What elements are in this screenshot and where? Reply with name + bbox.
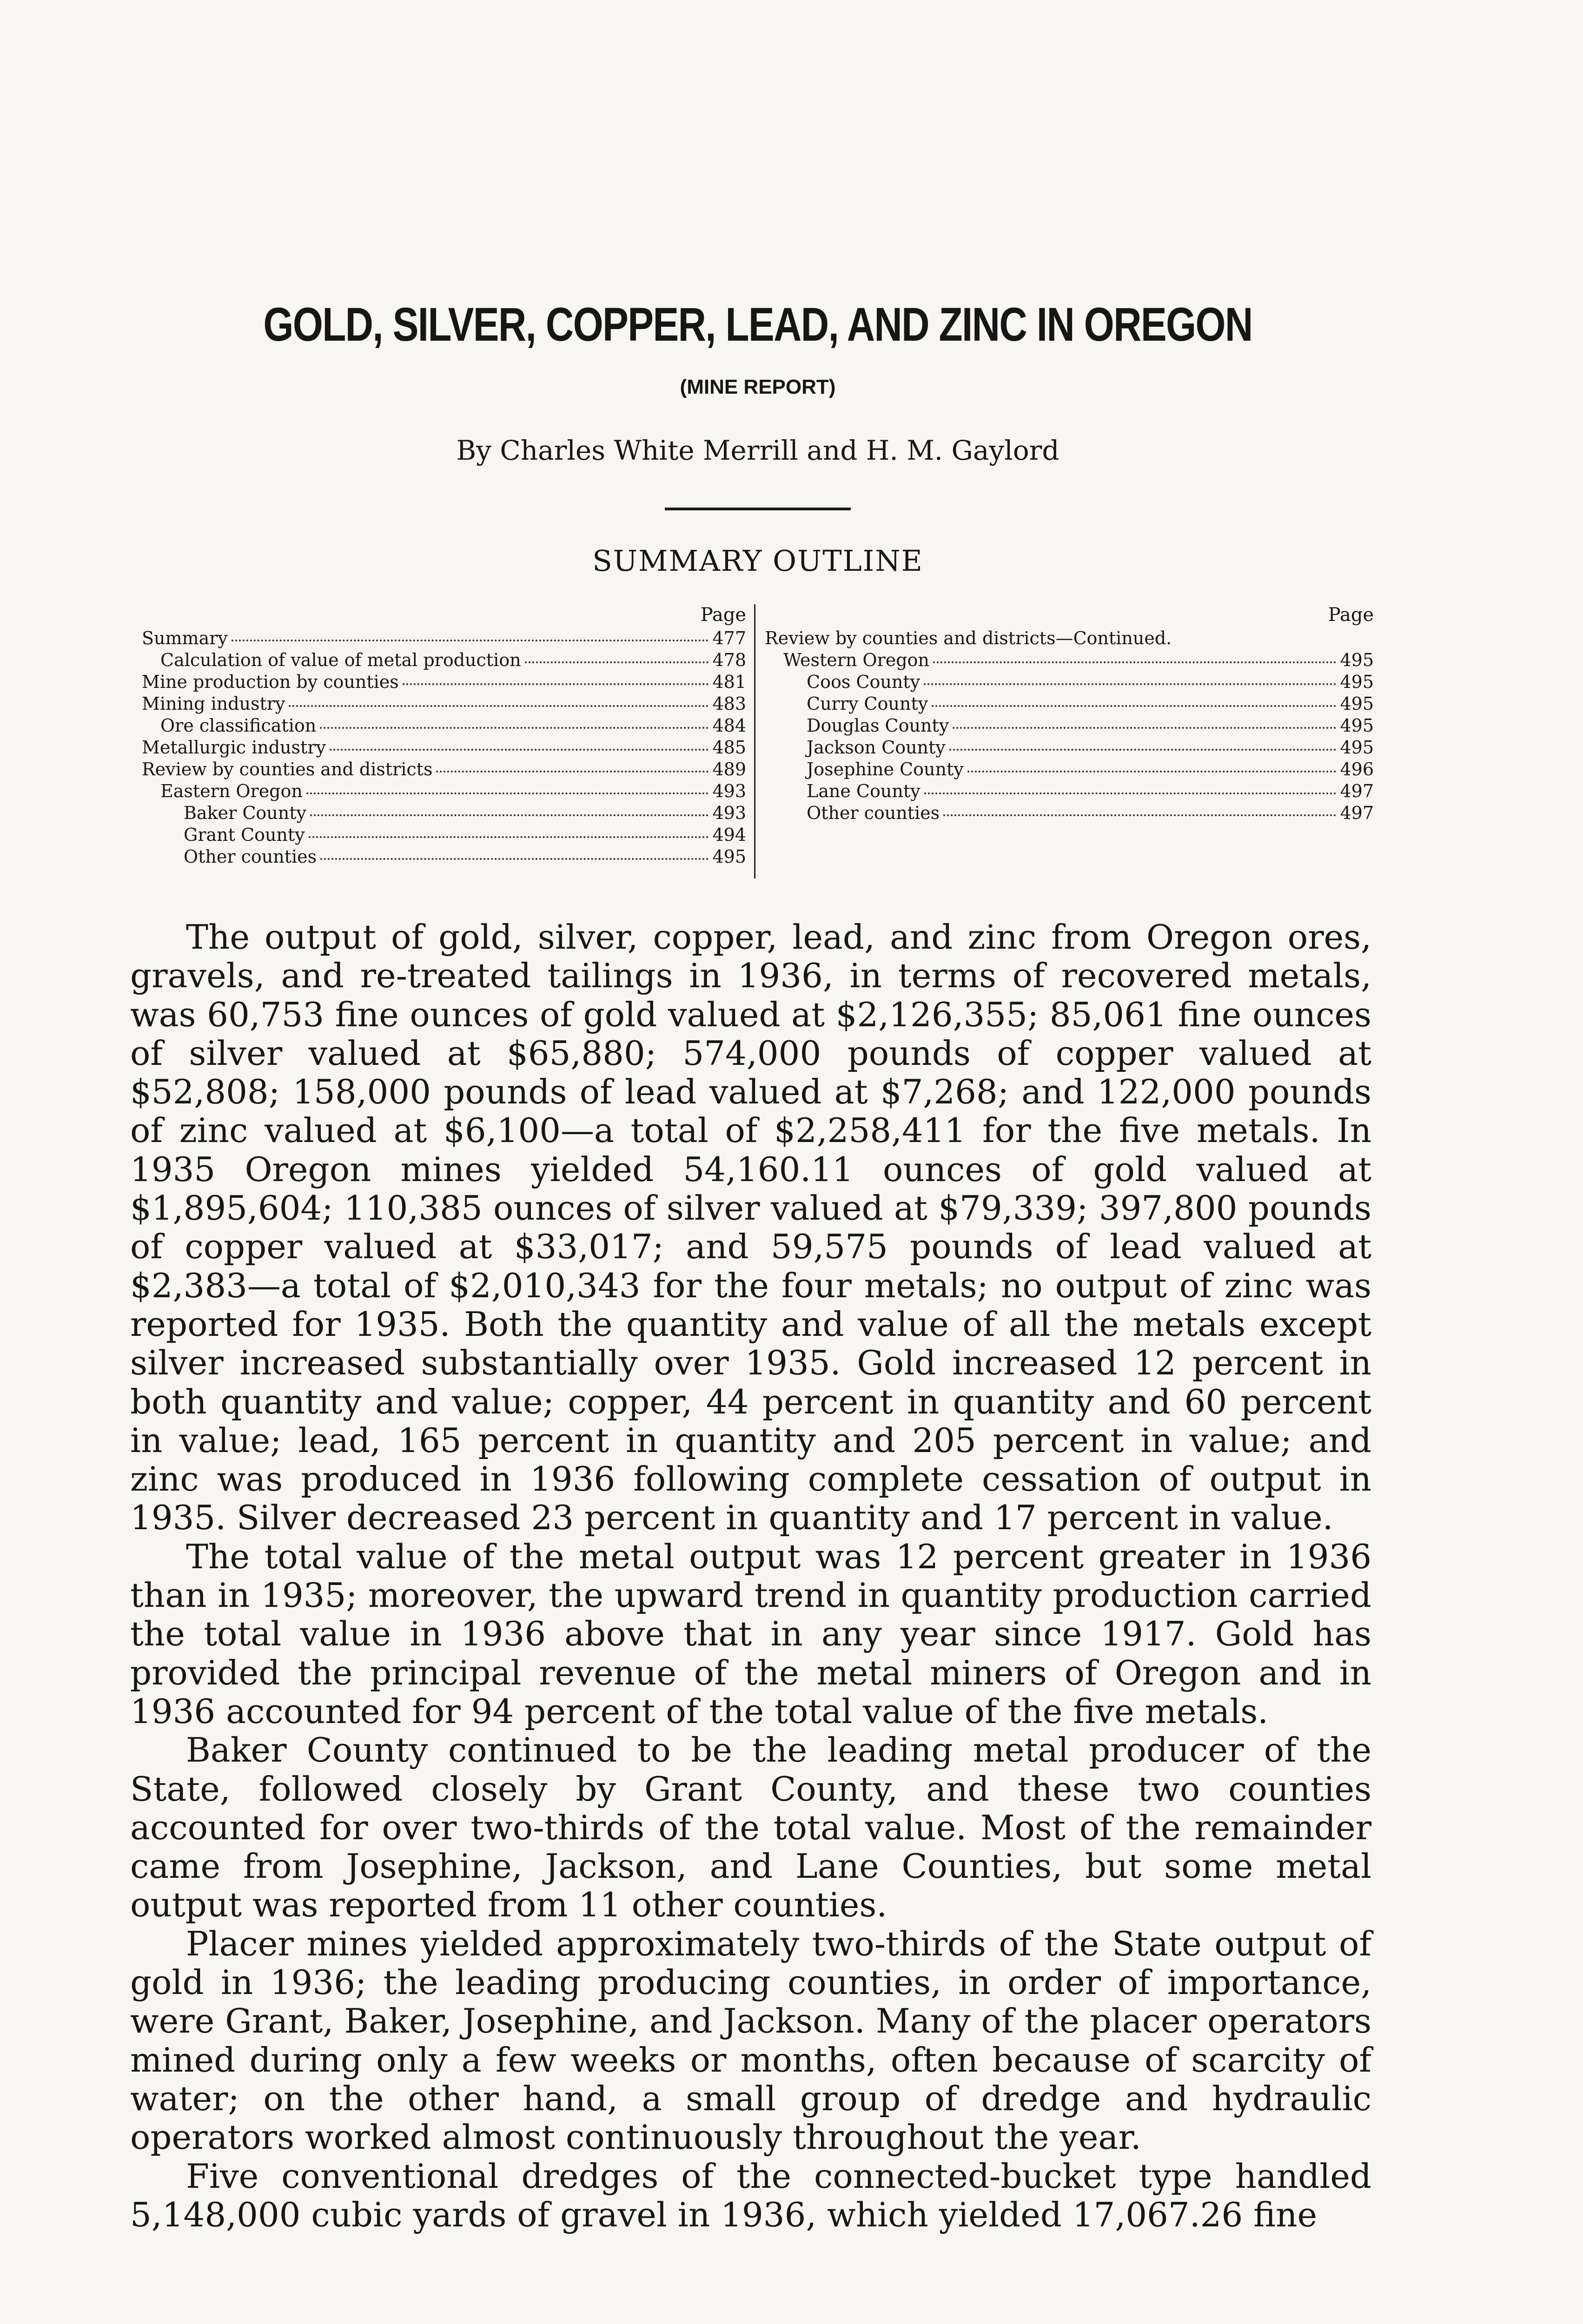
toc-entry-page: 477: [712, 628, 746, 648]
toc-leader-dots: [436, 771, 709, 772]
toc-entry-label: Other counties: [807, 803, 940, 823]
toc-entry: [765, 693, 1374, 715]
toc-entry-page: 496: [1340, 759, 1374, 779]
toc-entry: [142, 693, 746, 715]
body-text: [130, 918, 1371, 2234]
toc-entry: [765, 671, 1374, 693]
toc-entry: [765, 802, 1374, 824]
toc-entry-page: 493: [712, 781, 746, 801]
toc-entry-label: Douglas County: [807, 715, 949, 736]
toc-leader-dots: [924, 683, 1336, 685]
toc-entry: [142, 802, 746, 824]
toc-entry-page: 497: [1340, 781, 1374, 801]
toc-entry: [765, 780, 1374, 802]
toc-leader-dots: [306, 792, 709, 794]
toc-entry: [142, 671, 746, 693]
toc-leader-dots: [949, 749, 1337, 751]
paragraph: The total value of the metal output was 12 percent greater in 1936 than in 1935; moreover, the upward trend in quantity production carried the total value in 1936 above that in any year since 1917. Gold has provided the principal revenue of the metal miners of Oregon and in 1936 accounted for 94 percent of the total value of the five metals.: [130, 1537, 1371, 1731]
toc-entry-label: Review by counties and districts—Continued.: [765, 628, 1172, 648]
toc-entry-page: 484: [712, 715, 746, 736]
toc-entry-label: Review by counties and districts: [142, 759, 433, 779]
toc-page-label: Page: [700, 604, 746, 626]
toc-column-divider: [754, 604, 755, 878]
toc-entry-page: 481: [712, 672, 746, 692]
toc-entry-page: 495: [1340, 737, 1374, 758]
toc-leader-dots: [932, 705, 1336, 707]
paragraph: Baker County continued to be the leading metal producer of the State, followed closely by Grant County, and these two counties accounted for over two-thirds of the total value. Most of the remainder came from Josephine, Jackson, and Lane Counties, but some metal output was reported from 11 other counties.: [130, 1730, 1371, 1925]
toc-entry-label: Other counties: [184, 846, 317, 867]
toc-entry: [142, 780, 746, 802]
toc-right-column: [765, 604, 1374, 824]
toc-entry-label: Lane County: [807, 781, 921, 801]
title-rule-divider: [665, 508, 851, 510]
toc-entry: [142, 846, 746, 868]
toc-entry-label: Mine production by counties: [142, 672, 399, 692]
toc-leader-dots: [309, 836, 709, 838]
toc-entry-label: Jackson County: [807, 737, 946, 758]
toc-entry-label: Curry County: [807, 693, 928, 714]
toc-entry-label: Calculation of value of metal production: [160, 650, 521, 670]
toc-entry-label: Ore classification: [160, 715, 317, 736]
toc-leader-dots: [320, 727, 709, 729]
toc-leader-dots: [525, 661, 709, 663]
toc-entry-label: Western Oregon: [783, 650, 929, 670]
toc-leader-dots: [330, 749, 709, 751]
toc-entry-page: 485: [712, 737, 746, 758]
toc-entry-label: Coos County: [807, 672, 921, 692]
toc-leader-dots: [943, 814, 1336, 816]
toc-entry: [765, 715, 1374, 737]
toc-leader-dots: [933, 661, 1337, 663]
paragraph: The output of gold, silver, copper, lead, and zinc from Oregon ores, gravels, and re-treated tailings in 1936, in terms of recovered metals, was 60,753 fine ounces of gold valued at $2,126,355; 85,061 fine ounces of silver valued at $65,880; 574,000 pounds of copper valued at $52,808; 158,000 pounds of lead valued at $7,268; and 122,000 pounds of zinc valued at $6,100—a total of $2,258,411 for the five metals. In 1935 Oregon mines yielded 54,160.11 ounces of gold valued at $1,895,604; 110,385 ounces of silver valued at $79,339; 397,800 pounds of copper valued at $33,017; and 59,575 pounds of lead valued at $2,383—a total of $2,010,343 for the four metals; no output of zinc was reported for 1935. Both the quantity and value of all the metals except silver increased substantially over 1935. Gold increased 12 percent in both quantity and value; copper, 44 percent in quantity and 60 percent in value; lead, 165 percent in quantity and 205 percent in value; and zinc was produced in 1936 following complete cessation of output in 1935. Silver decreased 23 percent in quantity and 17 percent in value.: [130, 918, 1371, 1538]
toc-leader-dots: [289, 705, 709, 707]
toc-leader-dots: [310, 814, 709, 816]
toc-entry: [142, 759, 746, 780]
toc-entry-page: 495: [1340, 672, 1374, 692]
toc-left-column: [142, 604, 746, 868]
toc-entry: [142, 737, 746, 759]
toc-entry-label: Summary: [142, 628, 228, 648]
toc-leader-dots: [924, 792, 1337, 794]
toc-entry-page: 495: [1340, 650, 1374, 670]
toc-entry: [142, 627, 746, 649]
toc-entry-page: 494: [712, 825, 746, 845]
summary-outline-heading: SUMMARY OUTLINE: [592, 544, 923, 578]
report-subtitle: (MINE REPORT): [680, 376, 836, 398]
toc-entry: [142, 649, 746, 671]
toc-entry-page: 497: [1340, 803, 1374, 823]
toc-entry-page: 493: [712, 803, 746, 823]
toc-leader-dots: [403, 683, 709, 685]
toc-leader-dots: [232, 640, 709, 641]
toc-entry-label: Eastern Oregon: [160, 781, 303, 801]
toc-entry-page: 489: [712, 759, 746, 779]
toc-entry-label: Metallurgic industry: [142, 737, 326, 758]
author-byline: By Charles White Merrill and H. M. Gaylord: [456, 435, 1060, 466]
toc-entry: [765, 737, 1374, 759]
toc-entry-label: Baker County: [184, 803, 306, 823]
paragraph: Placer mines yielded approximately two-thirds of the State output of gold in 1936; the leading producing counties, in order of importance, were Grant, Baker, Josephine, and Jackson. Many of the placer operators mined during only a few weeks or months, often because of scarcity of water; on the other hand, a small group of dredge and hydraulic operators worked almost continuously throughout the year.: [130, 1924, 1371, 2157]
toc-leader-dots: [967, 771, 1337, 772]
toc-entry: [765, 649, 1374, 671]
toc-entry-label: Josephine County: [807, 759, 964, 779]
toc-page-label: Page: [1328, 604, 1374, 626]
toc-entry: [142, 715, 746, 737]
toc-leader-dots: [953, 727, 1336, 729]
report-title: GOLD, SILVER, COPPER, LEAD, AND ZINC IN OREGON: [263, 298, 1252, 351]
toc-entry-page: 495: [712, 846, 746, 867]
toc-entry: [765, 759, 1374, 780]
toc-entry-label: Mining industry: [142, 693, 285, 714]
toc-entry-page: 495: [1340, 693, 1374, 714]
toc-leader-dots: [320, 858, 709, 860]
toc-entry-label: Grant County: [184, 825, 305, 845]
toc-entry-page: 478: [712, 650, 746, 670]
paragraph: Five conventional dredges of the connected-bucket type handled 5,148,000 cubic yards of gravel in 1936, which yielded 17,067.26 fine: [130, 2156, 1371, 2234]
toc-entry: [765, 627, 1374, 649]
toc-entry: [142, 824, 746, 846]
toc-entry-page: 483: [712, 693, 746, 714]
toc-entry-page: 495: [1340, 715, 1374, 736]
